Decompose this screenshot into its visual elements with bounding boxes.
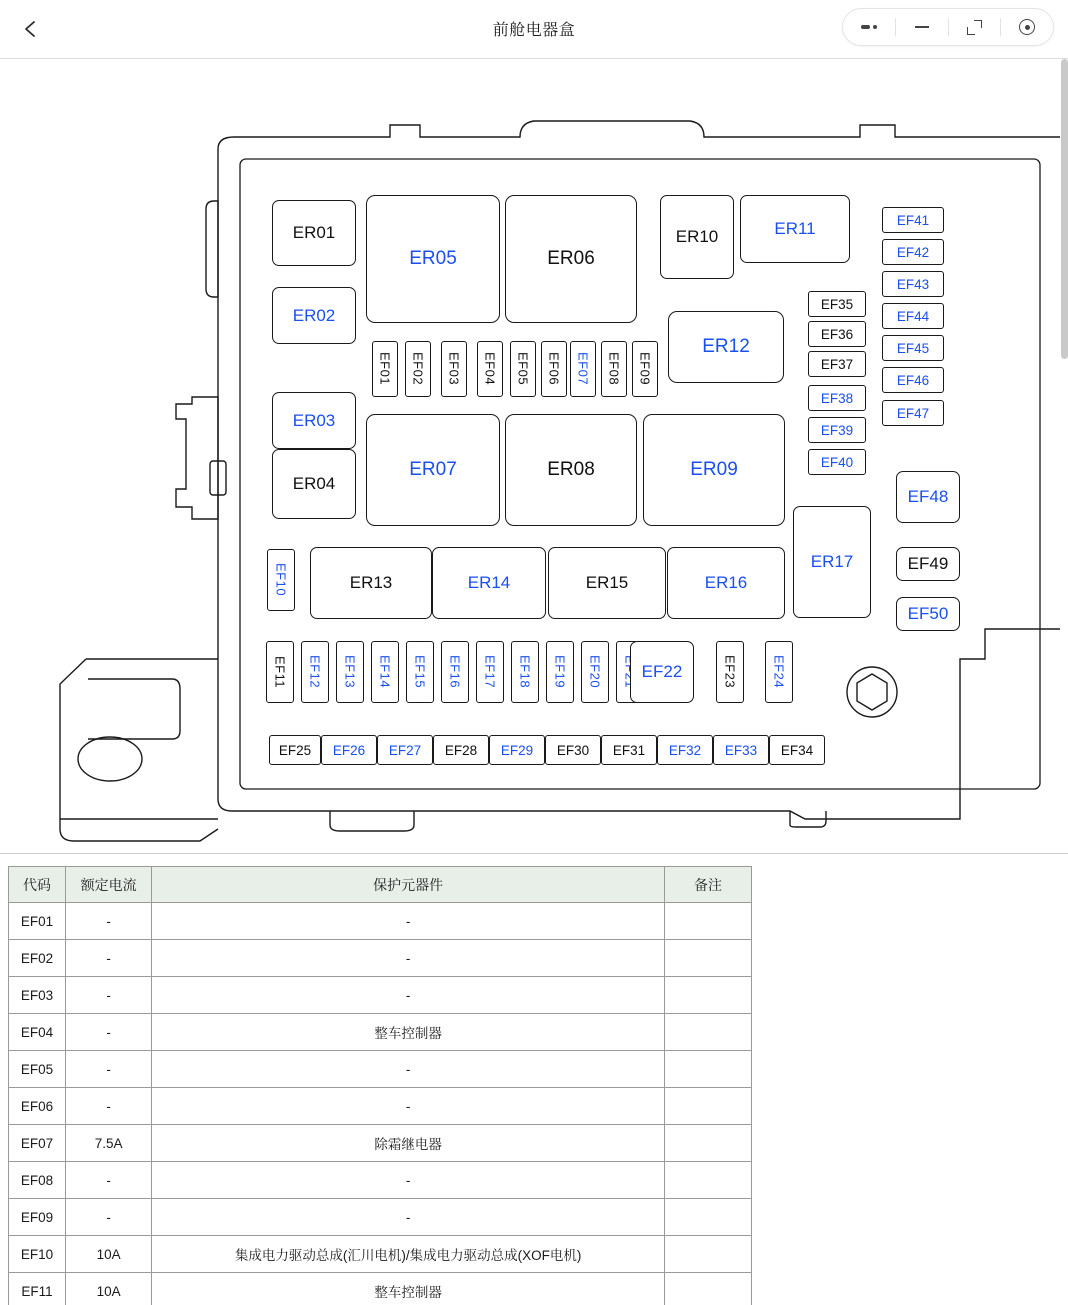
maximize-icon xyxy=(967,20,982,35)
cell-protected: 整车控制器 xyxy=(152,1014,665,1051)
table-row xyxy=(9,903,752,940)
cell-current: - xyxy=(66,977,152,1014)
cell-protected: - xyxy=(152,1088,665,1125)
fuse-EF26[interactable]: EF26 xyxy=(321,735,377,765)
fuse-EF49[interactable]: EF49 xyxy=(896,547,960,581)
relay-ER17[interactable]: ER17 xyxy=(793,506,871,618)
cell-code: EF11 xyxy=(9,1273,66,1305)
fuse-EF34[interactable]: EF34 xyxy=(769,735,825,765)
maximize-button[interactable] xyxy=(949,9,1001,45)
cell-code: EF05 xyxy=(9,1051,66,1088)
cell-remark xyxy=(665,1051,752,1088)
cell-protected: - xyxy=(152,1051,665,1088)
fuse-EF37[interactable]: EF37 xyxy=(808,351,866,377)
cell-remark xyxy=(665,1125,752,1162)
relay-ER01[interactable]: ER01 xyxy=(272,200,356,266)
cell-current: - xyxy=(66,940,152,977)
fuse-box-diagram-panel[interactable] xyxy=(0,58,1068,854)
fuse-EF24[interactable]: EF24 xyxy=(765,641,793,703)
relay-ER07[interactable]: ER07 xyxy=(366,414,500,526)
cell-current: - xyxy=(66,1088,152,1125)
fuse-EF43[interactable]: EF43 xyxy=(882,271,944,297)
relay-ER16[interactable]: ER16 xyxy=(667,547,785,619)
cell-remark xyxy=(665,1273,752,1305)
fuse-EF29[interactable]: EF29 xyxy=(489,735,545,765)
cell-code: EF03 xyxy=(9,977,66,1014)
fuse-EF48[interactable]: EF48 xyxy=(896,471,960,523)
fuse-box-diagram xyxy=(0,59,1068,854)
fuse-table-panel xyxy=(0,854,1068,1305)
cell-protected: 整车控制器 xyxy=(152,1273,665,1305)
relay-ER12[interactable]: ER12 xyxy=(668,311,784,383)
fuse-EF08[interactable]: EF08 xyxy=(601,341,627,397)
cell-code: EF08 xyxy=(9,1162,66,1199)
relay-ER15[interactable]: ER15 xyxy=(548,547,666,619)
relay-ER14[interactable]: ER14 xyxy=(432,547,546,619)
table-header-row xyxy=(9,867,752,903)
cell-protected: - xyxy=(152,977,665,1014)
fuse-EF47[interactable]: EF47 xyxy=(882,400,944,426)
relay-ER11[interactable]: ER11 xyxy=(740,195,850,263)
cell-code: EF09 xyxy=(9,1199,66,1236)
cell-current: - xyxy=(66,1162,152,1199)
cell-current: 7.5A xyxy=(66,1125,152,1162)
minimize-button[interactable] xyxy=(896,9,948,45)
fuse-EF46[interactable]: EF46 xyxy=(882,367,944,393)
fuse-EF27[interactable]: EF27 xyxy=(377,735,433,765)
fuse-EF32[interactable]: EF32 xyxy=(657,735,713,765)
cell-code: EF01 xyxy=(9,903,66,940)
record-icon xyxy=(1019,19,1035,35)
cell-protected: - xyxy=(152,903,665,940)
cell-current: - xyxy=(66,1199,152,1236)
fuse-EF25[interactable]: EF25 xyxy=(269,735,321,765)
cell-protected: 除霜继电器 xyxy=(152,1125,665,1162)
fuse-EF35[interactable]: EF35 xyxy=(808,291,866,317)
cell-remark xyxy=(665,940,752,977)
page-title: 前舱电器盒 xyxy=(492,22,576,39)
fuse-EF41[interactable]: EF41 xyxy=(882,207,944,233)
fuse-EF23[interactable]: EF23 xyxy=(716,641,744,703)
app-header xyxy=(0,0,1068,58)
fuse-EF19[interactable]: EF19 xyxy=(546,641,574,703)
cell-current: - xyxy=(66,1014,152,1051)
relay-ER04[interactable]: ER04 xyxy=(272,449,356,519)
diagram-scrollbar[interactable] xyxy=(1061,59,1068,854)
cell-remark xyxy=(665,1236,752,1273)
fuse-EF33[interactable]: EF33 xyxy=(713,735,769,765)
fuse-EF28[interactable]: EF28 xyxy=(433,735,489,765)
fuse-EF04[interactable]: EF04 xyxy=(477,341,503,397)
table-row xyxy=(9,1088,752,1125)
cell-current: - xyxy=(66,1051,152,1088)
cell-code: EF07 xyxy=(9,1125,66,1162)
table-row xyxy=(9,1236,752,1273)
fuse-EF30[interactable]: EF30 xyxy=(545,735,601,765)
cell-remark xyxy=(665,1162,752,1199)
relay-ER08[interactable]: ER08 xyxy=(505,414,637,526)
relay-ER10[interactable]: ER10 xyxy=(660,195,734,279)
minimize-icon xyxy=(915,26,929,28)
table-row xyxy=(9,1273,752,1305)
cell-remark xyxy=(665,1199,752,1236)
fuse-EF17[interactable]: EF17 xyxy=(476,641,504,703)
cell-current: - xyxy=(66,903,152,940)
fuse-EF40[interactable]: EF40 xyxy=(808,449,866,475)
fuse-EF38[interactable]: EF38 xyxy=(808,385,866,411)
cell-protected: - xyxy=(152,1199,665,1236)
table-row xyxy=(9,1051,752,1088)
fuse-EF01[interactable]: EF01 xyxy=(372,341,398,397)
fuse-EF13[interactable]: EF13 xyxy=(336,641,364,703)
table-row xyxy=(9,1199,752,1236)
fuse-table xyxy=(8,866,752,1305)
cell-remark xyxy=(665,977,752,1014)
fuse-EF10[interactable]: EF10 xyxy=(267,549,295,611)
fuse-EF31[interactable]: EF31 xyxy=(601,735,657,765)
fuse-EF42[interactable]: EF42 xyxy=(882,239,944,265)
table-row xyxy=(9,940,752,977)
cell-remark xyxy=(665,1088,752,1125)
fuse-EF22[interactable]: EF22 xyxy=(630,641,694,703)
more-options-button[interactable] xyxy=(843,9,895,45)
cell-current: 10A xyxy=(66,1236,152,1273)
cell-code: EF06 xyxy=(9,1088,66,1125)
fuse-EF12[interactable]: EF12 xyxy=(301,641,329,703)
cell-protected: - xyxy=(152,940,665,977)
fuse-EF20[interactable]: EF20 xyxy=(581,641,609,703)
relay-ER03[interactable]: ER03 xyxy=(272,392,356,449)
column-header-remark: 备注 xyxy=(665,867,752,903)
column-header-code: 代码 xyxy=(9,867,66,903)
more-options-icon xyxy=(861,25,877,29)
fuse-EF44[interactable]: EF44 xyxy=(882,303,944,329)
table-row xyxy=(9,977,752,1014)
fuse-EF14[interactable]: EF14 xyxy=(371,641,399,703)
fuse-EF16[interactable]: EF16 xyxy=(441,641,469,703)
fuse-EF36[interactable]: EF36 xyxy=(808,321,866,347)
cell-code: EF04 xyxy=(9,1014,66,1051)
cell-code: EF10 xyxy=(9,1236,66,1273)
fuse-EF06[interactable]: EF06 xyxy=(541,341,567,397)
fuse-EF39[interactable]: EF39 xyxy=(808,417,866,443)
cell-remark xyxy=(665,1014,752,1051)
fuse-EF11[interactable]: EF11 xyxy=(266,641,294,703)
relay-ER02[interactable]: ER02 xyxy=(272,287,356,344)
relay-ER06[interactable]: ER06 xyxy=(505,195,637,323)
fuse-EF07[interactable]: EF07 xyxy=(570,341,596,397)
fuse-EF15[interactable]: EF15 xyxy=(406,641,434,703)
fuse-EF45[interactable]: EF45 xyxy=(882,335,944,361)
column-header-protected: 保护元器件 xyxy=(152,867,665,903)
fuse-EF02[interactable]: EF02 xyxy=(405,341,431,397)
cell-current: 10A xyxy=(66,1273,152,1305)
fuse-EF03[interactable]: EF03 xyxy=(441,341,467,397)
fuse-EF50[interactable]: EF50 xyxy=(896,597,960,631)
cell-protected: 集成电力驱动总成(汇川电机)/集成电力驱动总成(XOF电机) xyxy=(152,1236,665,1273)
fuse-EF09[interactable]: EF09 xyxy=(632,341,658,397)
relay-ER09[interactable]: ER09 xyxy=(643,414,785,526)
relay-ER13[interactable]: ER13 xyxy=(310,547,432,619)
table-row xyxy=(9,1162,752,1199)
relay-ER05[interactable]: ER05 xyxy=(366,195,500,323)
cell-remark xyxy=(665,903,752,940)
record-button[interactable] xyxy=(1001,9,1053,45)
fuse-EF18[interactable]: EF18 xyxy=(511,641,539,703)
table-row xyxy=(9,1125,752,1162)
fuse-EF05[interactable]: EF05 xyxy=(510,341,536,397)
table-row xyxy=(9,1014,752,1051)
column-header-current: 额定电流 xyxy=(66,867,152,903)
window-controls xyxy=(842,8,1054,46)
scrollbar-thumb[interactable] xyxy=(1061,59,1068,359)
cell-protected: - xyxy=(152,1162,665,1199)
cell-code: EF02 xyxy=(9,940,66,977)
